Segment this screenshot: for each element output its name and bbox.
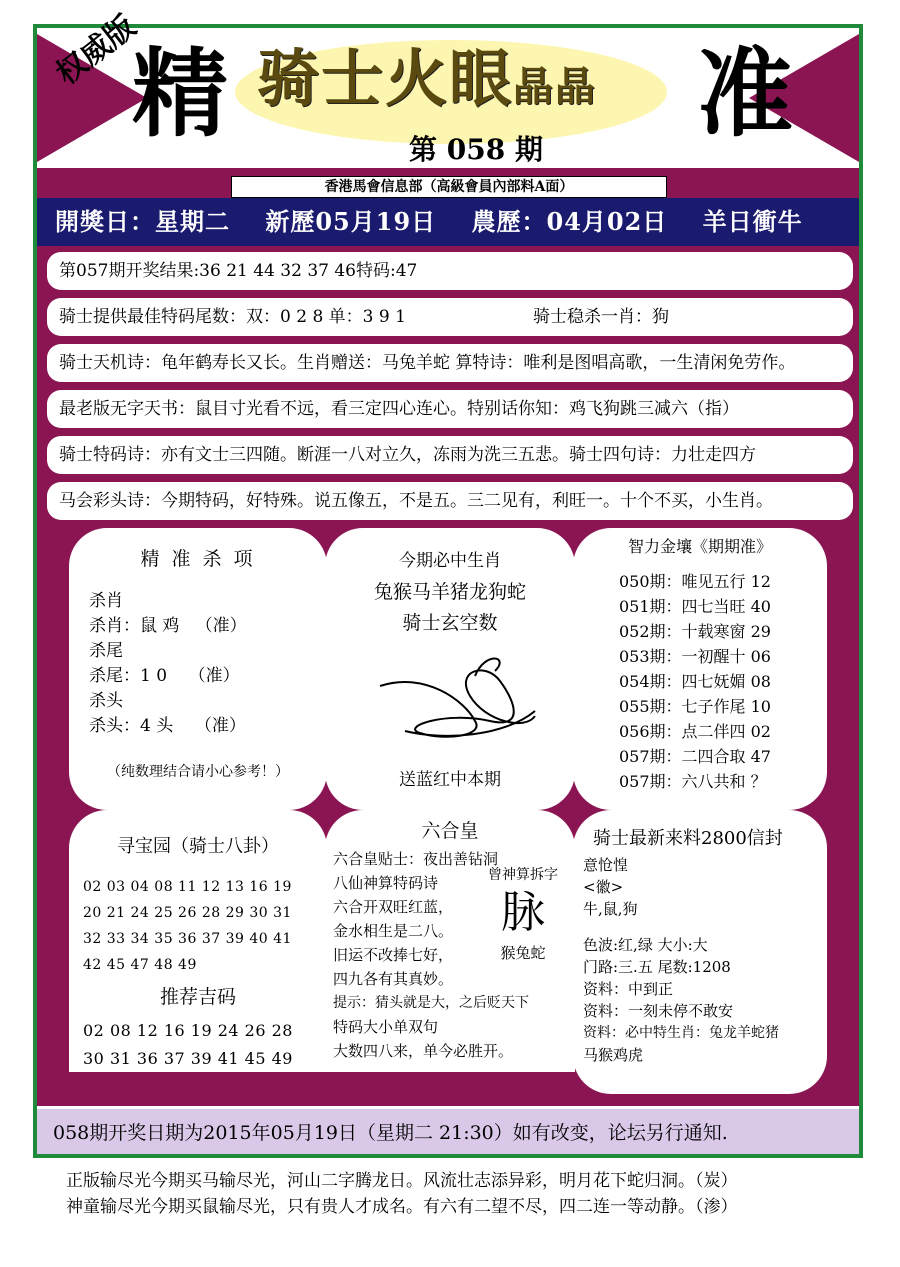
title-main: 骑士火眼: [257, 42, 514, 115]
kill-line: 杀尾：1 0 （准）: [89, 666, 240, 686]
lucky-title: 推荐吉码: [159, 986, 236, 1008]
wisdom-item: 052期：十载寒窗 29: [619, 622, 771, 641]
letter-line: 资料：必中特生肖：兔龙羊蛇猪: [583, 1025, 779, 1041]
book-row: 最老版无字天书：鼠目寸光看不远，看三定四心连心。特别话你知：鸡飞狗跳三减六（指）: [47, 390, 853, 428]
page-title: [257, 42, 598, 115]
char-box: [473, 864, 573, 963]
letter-spacer: [583, 920, 827, 934]
kill-panel: [69, 528, 327, 810]
lhh-title: 六合皇: [421, 820, 479, 842]
number-row: 20 21 24 25 26 28 29 30 31: [83, 905, 292, 921]
date-bar: [37, 198, 859, 246]
must-panel: [325, 528, 575, 810]
lucky-row: 30 31 36 37 39 41 45 49: [83, 1049, 293, 1068]
kill-one-text: 骑士稳杀一肖：狗: [533, 307, 669, 327]
bottom-line-1: 正版输尽光今期买马输尽光，河山二字腾龙日。风流壮志添异彩，明月花下蛇归洞。（炭）: [66, 1171, 738, 1191]
letter-line: 意怆惶: [583, 856, 629, 874]
scribble-icon: [325, 641, 575, 751]
must-animals: 兔猴马羊猪龙狗蛇: [373, 581, 526, 603]
lunar-date: 農歷：04月02日: [471, 207, 668, 236]
letter-title: 骑士最新来料2800信封: [593, 828, 783, 849]
omen-row: 马会彩头诗：今期特码，好特殊。说五像五，不是五。三二见有，利旺一。十个不买，小生肖。: [47, 482, 853, 520]
char-main: 脉: [501, 887, 545, 938]
special-poem-row: 骑士特码诗：亦有文士三四随。断涯一八对立久，冻雨为洗三五悲。骑士四句诗：力壮走四方: [47, 436, 853, 474]
kill-title: 精 准 杀 项: [140, 548, 256, 570]
must-footer: 送蓝红中本期: [399, 770, 501, 790]
tail-text: 骑士提供最佳特码尾数：双：0 2 8 单：3 9 1: [59, 307, 406, 327]
wisdom-item: 051期：四七当旺 40: [619, 597, 771, 616]
lhh-line: 金水相生是二八。: [333, 922, 454, 940]
wisdom-item: 054期：四七妩媚 08: [619, 672, 771, 691]
letter-line: 门路:三.五 尾数:1208: [583, 958, 731, 976]
big-char-right: 准: [697, 37, 793, 150]
result-row: 第057期开奖结果:36 21 44 32 37 46特码:47: [47, 252, 853, 290]
lhh-line: 旧运不改捧七好，: [333, 946, 454, 964]
letter-line: 资料：一刻未停不敢安: [583, 1002, 734, 1020]
wisdom-item: 055期：七子作尾 10: [619, 697, 771, 716]
treasure-numbers: [69, 874, 327, 978]
treasure-title: 寻宝园（骑士八卦）: [117, 836, 279, 857]
lhh-line: 八仙神算特码诗: [333, 874, 439, 892]
must-title: 今期必中生肖: [399, 551, 501, 571]
letter-panel: [573, 810, 827, 1094]
clash-info: 羊日衝牛: [702, 207, 803, 236]
lhh-line: 四九各有其真妙。: [333, 970, 454, 988]
letter-line: 资料：中到正: [583, 980, 674, 998]
title-small: 晶晶: [513, 63, 598, 110]
letter-lines: [573, 854, 827, 1066]
lhh-line: 六合开双旺红蓝，: [333, 898, 454, 916]
lhh-line: 六合皇贴士：夜出善钻洞: [333, 850, 499, 868]
kill-line: 杀肖：鼠 鸡 （准）: [89, 616, 247, 636]
header: [37, 8, 859, 195]
wisdom-panel: [573, 528, 827, 810]
number-row: 02 03 04 08 11 12 13 16 19: [83, 879, 292, 895]
char-title: 曾神算拆字: [488, 867, 558, 883]
footer-notice: 058期开奖日期为2015年05月19日（星期二 21:30）如有改变，论坛另行通知.: [37, 1106, 859, 1154]
wisdom-item: 057期：六八共和 ？: [619, 772, 767, 791]
lhh-line: 提示：猜头就是大，之后贬天下: [333, 995, 529, 1011]
letter-line: 马猴鸡虎: [583, 1046, 644, 1064]
wisdom-title: 智力金壤《期期准》: [627, 537, 772, 556]
dept-label: 香港馬會信息部（高級會員內部料A面）: [231, 176, 667, 198]
draw-day: 開獎日：星期二: [55, 207, 230, 236]
lhh-line: 大数四八来，单今必胜开。: [333, 1042, 514, 1060]
bottom-line-2: 神童输尽光今期买鼠输尽光，只有贵人才成名。有六有二望不尽，四二连一等动静。（渗）: [66, 1197, 738, 1217]
page-frame: [33, 8, 863, 1158]
edition-label: 权威版: [49, 8, 143, 92]
issue-number: 第 058 期: [409, 133, 543, 166]
lhh-line: 特码大小单双句: [333, 1018, 439, 1036]
poem-row: 骑士天机诗：龟年鹤寿长又长。生肖赠送：马兔羊蛇 算特诗：唯利是图唱高歌，一生清闲免劳作。: [47, 344, 853, 382]
kill-line: 杀尾: [89, 641, 123, 661]
letter-line: 牛,鼠,狗: [583, 900, 638, 918]
solar-date: 新歷05月19日: [265, 207, 437, 236]
lucky-row: 02 08 12 16 19 24 26 28: [83, 1021, 293, 1040]
must-sub: 骑士玄空数: [402, 612, 498, 634]
wisdom-list: [573, 569, 827, 794]
kill-line: 杀头: [89, 691, 123, 711]
char-sub: 猴兔蛇: [500, 944, 546, 962]
lucky-numbers: [69, 1017, 327, 1073]
letter-line: 色波:红,绿 大小:大: [583, 936, 708, 954]
kill-line: 杀头：4 头 （准）: [89, 716, 246, 736]
treasure-panel: [69, 810, 327, 1072]
kill-line: 杀肖: [89, 591, 123, 611]
number-row: 42 45 47 48 49: [83, 957, 197, 973]
letter-line: <徽>: [583, 878, 624, 896]
tail-row: [47, 298, 853, 336]
wisdom-item: 057期：二四合取 47: [619, 747, 771, 766]
wisdom-item: 056期：点二伴四 02: [619, 722, 771, 741]
wisdom-item: 053期：一初醒十 06: [619, 647, 771, 666]
kill-note: （纯数理结合请小心参考！）: [107, 764, 289, 780]
wisdom-item: 050期：唯见五行 12: [619, 572, 771, 591]
number-row: 32 33 34 35 36 37 39 40 41: [83, 931, 292, 947]
big-char-left: 精: [132, 37, 228, 150]
lhh-panel: [325, 810, 575, 1072]
